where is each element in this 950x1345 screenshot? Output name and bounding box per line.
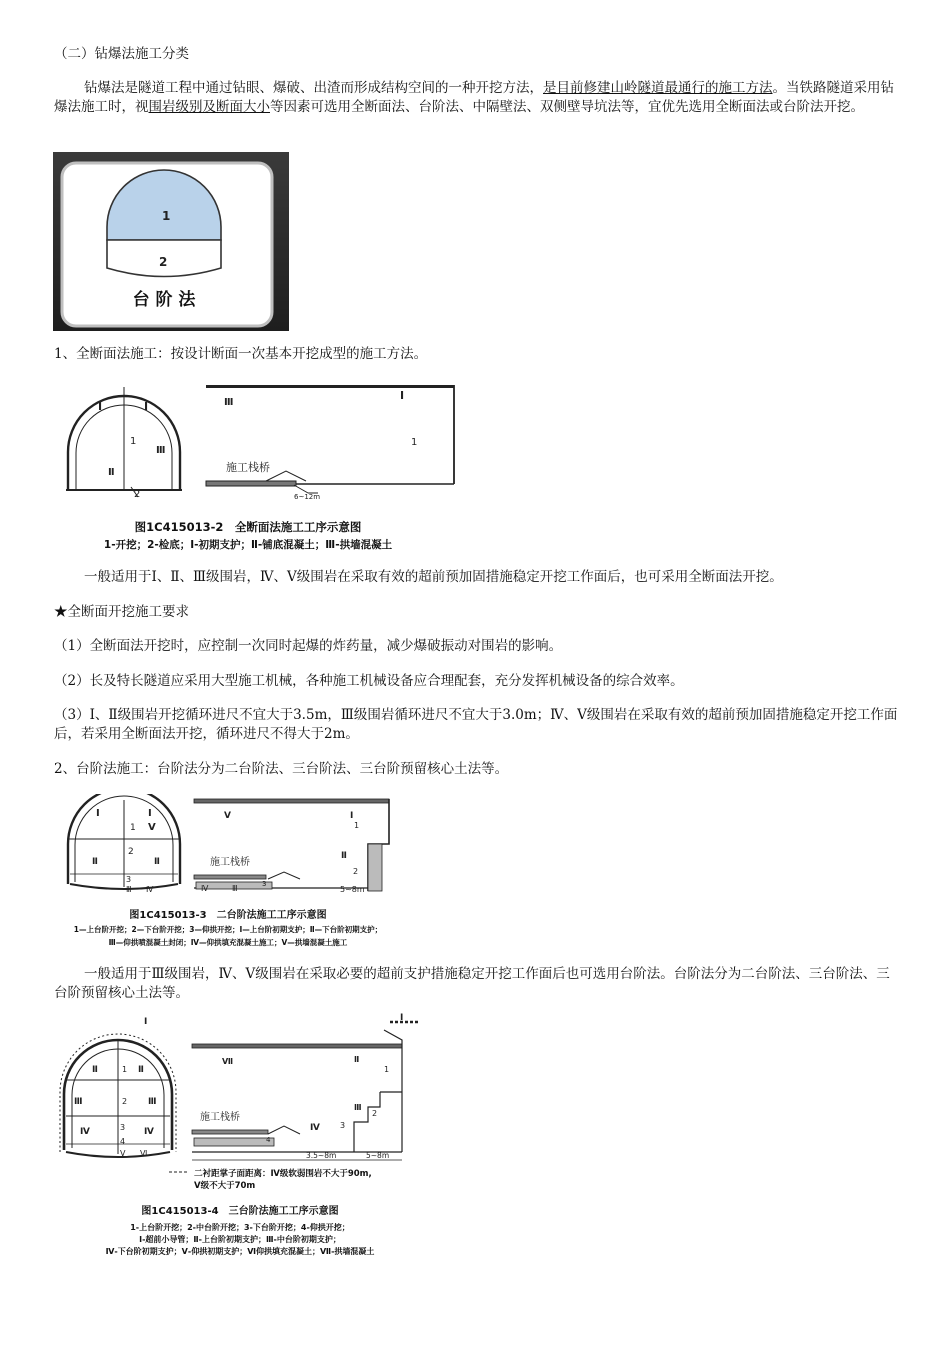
svg-text:I: I (400, 389, 405, 402)
svg-text:V: V (120, 1149, 126, 1158)
svg-text:Ⅲ: Ⅲ (126, 885, 132, 894)
three-bench-dim-label-2: 5~8m (366, 1151, 390, 1160)
svg-text:3: 3 (262, 880, 267, 888)
requirements-title: ★全断面开挖施工要求 (54, 604, 189, 620)
full-section-diagram (56, 377, 466, 552)
three-bench-dim-label-1: 3.5~8m (306, 1151, 337, 1160)
bench-label-2: 2 (159, 255, 168, 269)
svg-text:Ⅶ: Ⅶ (222, 1057, 234, 1066)
svg-text:2: 2 (122, 1097, 128, 1106)
svg-text:I: I (96, 808, 100, 819)
intro-underline-2: 围岩级别及断面大小 (148, 99, 270, 115)
svg-text:Ⅳ: Ⅳ (80, 1127, 90, 1137)
three-bench-lining-note-2: Ⅴ级不大于70m (194, 1181, 256, 1191)
full-section-fig-legend: 1-开挖；2-检底；Ⅰ-初期支护；Ⅱ-铺底混凝土；Ⅲ-拱墙混凝土 (103, 539, 393, 551)
three-bench-legend-3: Ⅳ-下台阶初期支护；Ⅴ-仰拱初期支护；Ⅵ仰拱填充混凝土；Ⅶ-拱墙混凝土 (105, 1247, 375, 1256)
full-section-heading: 1、全断面法施工：按设计断面一次基本开挖成型的施工方法。 (54, 346, 428, 362)
three-bench-bridge-label: 施工栈桥 (200, 1112, 240, 1123)
svg-text:3: 3 (126, 875, 132, 884)
svg-text:Ⅲ: Ⅲ (156, 445, 166, 456)
two-bench-fig-caption: 图1C415013-3 二台阶法施工工序示意图 (129, 910, 327, 921)
svg-text:I: I (350, 811, 354, 821)
two-bench-bridge-label: 施工栈桥 (210, 857, 250, 868)
svg-text:Ⅵ: Ⅵ (140, 1149, 148, 1158)
three-bench-fig-caption: 图1C415013-4 三台阶法施工工序示意图 (141, 1206, 339, 1217)
svg-text:2: 2 (134, 489, 141, 500)
requirement-item-3: （3）Ⅰ、Ⅱ级围岩开挖循环进尺不宜大于3.5m，Ⅲ级围岩循环进尺不宜大于3.0m；Ⅳ、Ⅴ级围岩在采取有效的超前预加固措施稳定开挖工作面后，若采用全断面法开挖，循环进尺不得大于2m。 (54, 707, 898, 742)
three-bench-legend-2: Ⅰ-超前小导管；Ⅱ-上台阶初期支护；Ⅲ-中台阶初期支护； (139, 1235, 341, 1244)
requirement-item-2: （2）长及特长隧道应采用大型施工机械，各种施工机械设备应合理配套，充分发挥机械设备的综合效率。 (54, 673, 684, 689)
three-bench-legend-1: 1-上台阶开挖；2-中台阶开挖；3-下台阶开挖；4-仰拱开挖； (130, 1223, 350, 1232)
full-section-fig-caption: 图1C415013-2 全断面法施工工序示意图 (134, 520, 362, 534)
svg-text:2: 2 (353, 867, 359, 876)
svg-text:Ⅲ: Ⅲ (354, 1103, 362, 1112)
intro-text-1: 钻爆法是隧道工程中通过钻眼、爆破、出渣而形成结构空间的一种开挖方法， (84, 80, 543, 96)
svg-text:V: V (224, 811, 231, 821)
svg-text:3: 3 (120, 1123, 126, 1132)
svg-text:Ⅱ: Ⅱ (341, 851, 347, 861)
svg-text:1: 1 (130, 823, 136, 833)
full-dim-label: 6~12m (294, 493, 321, 501)
svg-text:Ⅱ: Ⅱ (92, 1065, 98, 1075)
svg-text:Ⅱ: Ⅱ (154, 857, 160, 867)
full-section-note: 一般适用于Ⅰ、Ⅱ、Ⅲ级围岩，Ⅳ、Ⅴ级围岩在采取有效的超前预加固措施稳定开挖工作面后，也可采用全断面法开挖。 (84, 569, 783, 585)
svg-text:Ⅲ: Ⅲ (224, 397, 234, 408)
svg-text:V: V (148, 822, 156, 833)
two-bench-diagram (56, 794, 401, 954)
intro-text-2: 。当铁路隧道采用钻爆法施工时，视 (54, 80, 894, 115)
svg-text:1: 1 (411, 437, 418, 448)
two-bench-legend-2: Ⅲ—仰拱喷混凝土封闭；Ⅳ—仰拱填充混凝土施工；Ⅴ—拱墙混凝土施工 (108, 938, 348, 947)
svg-text:Ⅲ: Ⅲ (232, 884, 238, 893)
svg-text:1: 1 (354, 821, 360, 830)
three-bench-diagram (54, 1012, 426, 1262)
full-bridge-label: 施工栈桥 (226, 461, 270, 474)
svg-text:1: 1 (122, 1065, 128, 1074)
svg-text:I: I (144, 1017, 148, 1027)
svg-text:Ⅳ: Ⅳ (310, 1123, 320, 1133)
section-title: （二）钻爆法施工分类 (54, 46, 189, 62)
svg-text:Ⅳ: Ⅳ (201, 884, 209, 893)
svg-text:2: 2 (372, 1109, 378, 1118)
svg-text:I: I (148, 808, 152, 819)
two-bench-dim-label: 5~8m (340, 885, 365, 894)
intro-text-3: 等因素可选用全断面法、台阶法、中隔壁法、双侧壁导坑法等，宜优先选用全断面法或台阶法开挖。 (270, 99, 864, 115)
bench-label-1: 1 (162, 209, 171, 223)
svg-text:1: 1 (384, 1065, 390, 1074)
svg-text:Ⅱ: Ⅱ (138, 1065, 144, 1075)
svg-text:2: 2 (128, 847, 134, 857)
svg-text:Ⅱ: Ⅱ (354, 1055, 360, 1064)
svg-text:Ⅲ: Ⅲ (148, 1097, 157, 1107)
intro-underline-1: 是目前修建山岭隧道最通行的施工方法 (543, 80, 773, 96)
bench-method-figure (53, 152, 289, 331)
svg-text:Ⅲ: Ⅲ (74, 1097, 83, 1107)
bench-method-heading: 2、台阶法施工：台阶法分为二台阶法、三台阶法、三台阶预留核心土法等。 (54, 761, 509, 777)
svg-text:4: 4 (266, 1136, 271, 1144)
svg-text:4: 4 (120, 1137, 126, 1146)
svg-text:Ⅱ: Ⅱ (92, 857, 98, 867)
svg-text:Ⅱ: Ⅱ (108, 467, 115, 478)
svg-text:I: I (98, 400, 103, 413)
requirement-item-1: （1）全断面法开挖时，应控制一次同时起爆的炸药量，减少爆破振动对围岩的影响。 (54, 638, 563, 654)
bench-figure-caption: 台 阶 法 (132, 290, 196, 310)
svg-text:Ⅳ: Ⅳ (146, 885, 154, 894)
two-bench-legend-1: 1—上台阶开挖；2—下台阶开挖；3—仰拱开挖；Ⅰ—上台阶初期支护；Ⅱ—下台阶初期支护； (73, 925, 383, 934)
svg-text:I: I (400, 1013, 404, 1023)
three-bench-lining-note-1: 二衬距掌子面距离：Ⅳ级软弱围岩不大于90m, (194, 1169, 372, 1179)
svg-text:Ⅳ: Ⅳ (144, 1127, 154, 1137)
svg-text:3: 3 (340, 1121, 346, 1130)
svg-text:1: 1 (130, 436, 137, 447)
intro-paragraph (54, 79, 900, 117)
bench-method-note: 一般适用于Ⅲ级围岩，Ⅳ、Ⅴ级围岩在采取必要的超前支护措施稳定开挖工作面后也可选用台阶法。台阶法分为二台阶法、三台阶法、三台阶预留核心土法等。 (54, 966, 890, 1001)
svg-text:I: I (144, 400, 149, 413)
